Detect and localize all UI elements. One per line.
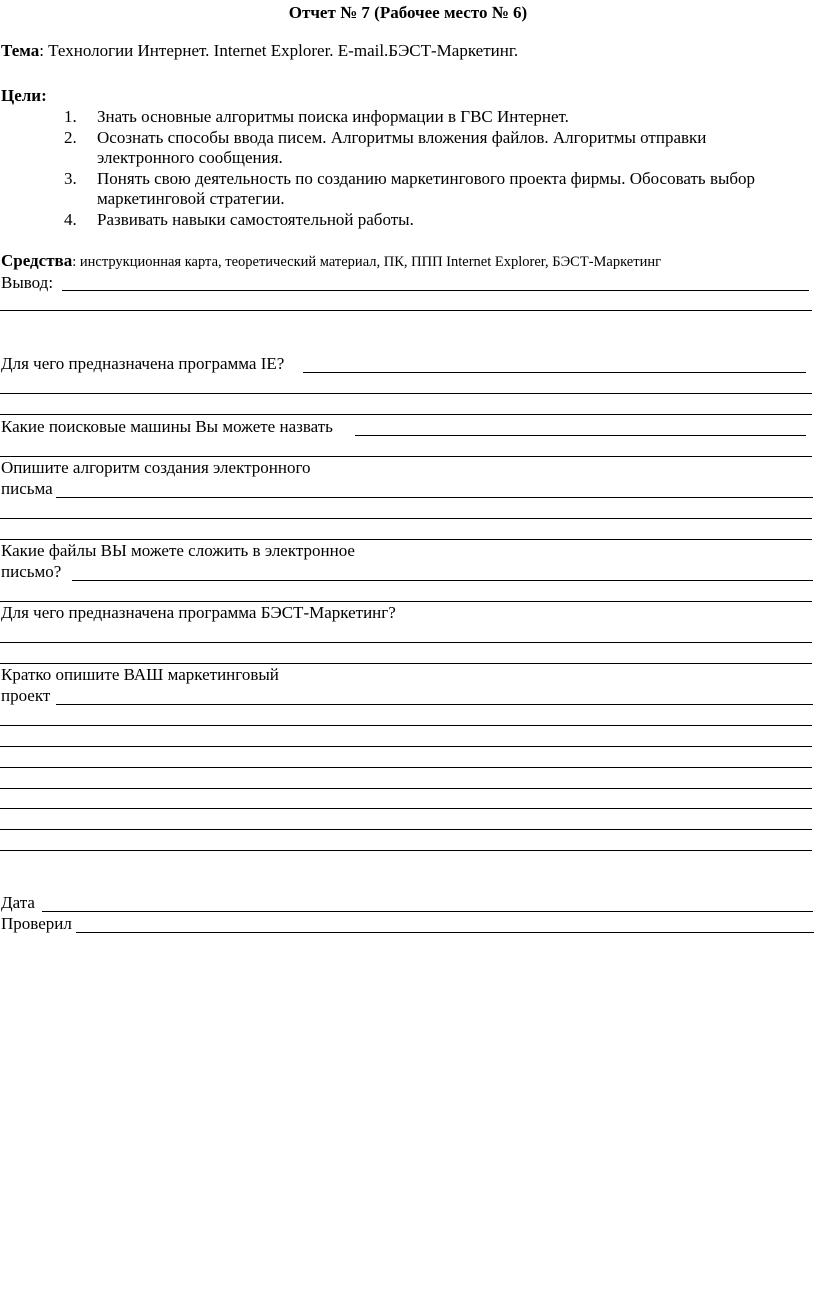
conclusion-label: Вывод: xyxy=(1,273,54,292)
goal-number-2: 2. xyxy=(64,128,77,147)
goals-label: Цели: xyxy=(1,86,47,105)
date-label: Дата xyxy=(1,893,35,912)
answer-line[interactable] xyxy=(0,414,812,415)
question-marketing-project-answer-line[interactable] xyxy=(56,704,813,705)
tools-text: : инструкционная карта, теоретический материал, ПК, ППП Internet Explorer, БЭСТ-Маркетинг xyxy=(72,254,662,270)
question-attachments-answer-line[interactable] xyxy=(72,580,813,581)
question-attachments-line2: письмо? xyxy=(1,562,62,581)
question-email-algorithm-line2: письма xyxy=(1,479,53,498)
goal-text-3b: маркетинговой стратегии. xyxy=(97,189,285,208)
checked-by-label: Проверил xyxy=(1,914,72,933)
date-answer-line[interactable] xyxy=(42,911,813,912)
checked-by-answer-line[interactable] xyxy=(76,932,814,933)
answer-line[interactable] xyxy=(0,788,812,789)
answer-line[interactable] xyxy=(0,310,812,311)
question-search-engines-answer-line[interactable] xyxy=(355,435,806,436)
conclusion-answer-line[interactable] xyxy=(62,290,809,291)
question-marketing-project-line1: Кратко опишите ВАШ маркетинговый xyxy=(1,665,279,684)
question-ie: Для чего предназначена программа IE? xyxy=(1,354,285,373)
question-attachments-line1: Какие файлы ВЫ можете сложить в электронное xyxy=(1,541,355,560)
topic-line xyxy=(1,41,518,61)
goal-text-4: Развивать навыки самостоятельной работы. xyxy=(97,210,414,229)
answer-line[interactable] xyxy=(0,456,812,457)
tools-label: Средства xyxy=(1,251,73,270)
goal-number-1: 1. xyxy=(64,107,77,126)
answer-line[interactable] xyxy=(0,393,812,394)
answer-line[interactable] xyxy=(0,601,812,602)
goal-text-2b: электронного сообщения. xyxy=(97,148,283,167)
answer-line[interactable] xyxy=(0,829,812,830)
answer-line[interactable] xyxy=(0,746,812,747)
answer-line[interactable] xyxy=(0,663,812,664)
question-email-algorithm-line1: Опишите алгоритм создания электронного xyxy=(1,458,311,477)
goal-number-4: 4. xyxy=(64,210,77,229)
answer-line[interactable] xyxy=(0,808,812,809)
report-title: Отчет № 7 (Рабочее место № 6) xyxy=(288,3,528,22)
question-best-marketing: Для чего предназначена программа БЭСТ-Маркетинг? xyxy=(1,603,396,622)
goal-text-1: Знать основные алгоритмы поиска информации в ГВС Интернет. xyxy=(97,107,569,126)
question-email-algorithm-answer-line[interactable] xyxy=(56,497,813,498)
goal-text-3a: Понять свою деятельность по созданию маркетингового проекта фирмы. Обосовать выбор xyxy=(97,169,756,188)
topic-text: : Технологии Интернет. Internet Explorer. E-mail.БЭСТ-Маркетинг. xyxy=(39,41,519,60)
answer-line[interactable] xyxy=(0,767,812,768)
answer-line[interactable] xyxy=(0,518,812,519)
question-ie-answer-line[interactable] xyxy=(303,372,806,373)
tools-line xyxy=(1,251,661,272)
answer-line[interactable] xyxy=(0,725,812,726)
question-search-engines: Какие поисковые машины Вы можете назвать xyxy=(1,417,333,436)
goal-text-2a: Осознать способы ввода писем. Алгоритмы вложения файлов. Алгоритмы отправки xyxy=(97,128,707,147)
goal-number-3: 3. xyxy=(64,169,77,188)
answer-line[interactable] xyxy=(0,850,812,851)
answer-line[interactable] xyxy=(0,642,812,643)
question-marketing-project-line2: проект xyxy=(1,686,51,705)
topic-label: Тема xyxy=(1,41,40,60)
answer-line[interactable] xyxy=(0,539,812,540)
